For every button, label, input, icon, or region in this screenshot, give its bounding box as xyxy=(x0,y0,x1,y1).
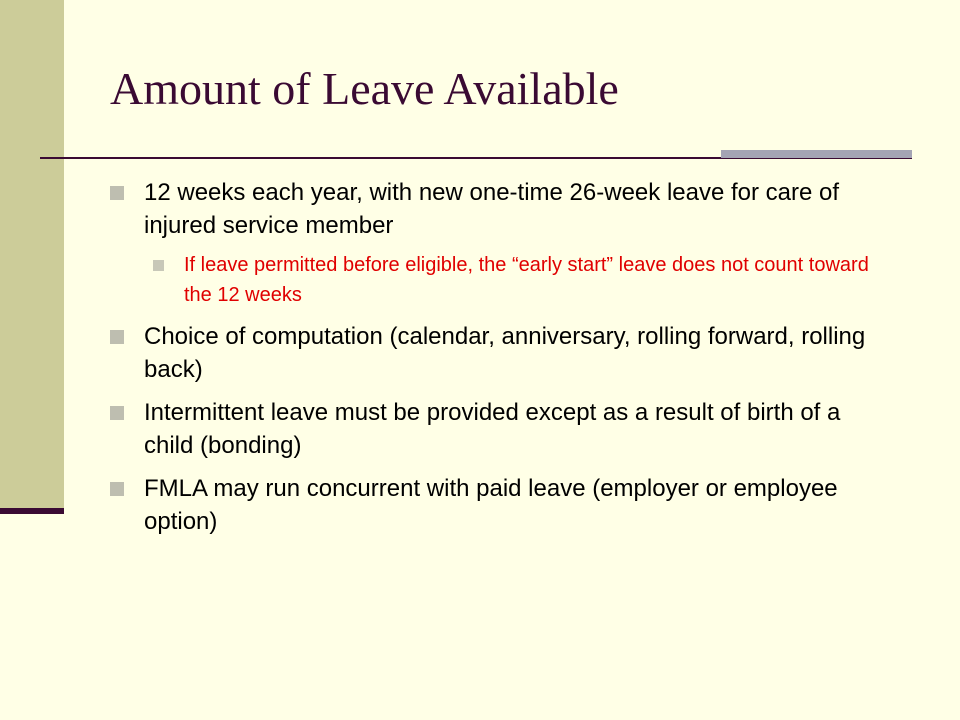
sub-bullet-item xyxy=(153,250,890,310)
bullet-text: FMLA may run concurrent with paid leave (employer or employee option) xyxy=(144,475,838,535)
title-accent-bar xyxy=(721,150,912,158)
square-bullet-icon xyxy=(153,260,164,271)
sub-bullet-text: If leave permitted before eligible, the “early start” leave does not count toward the 12 weeks xyxy=(184,254,869,306)
left-bar-divider xyxy=(0,508,64,514)
square-bullet-icon xyxy=(110,406,124,420)
bullet-item xyxy=(110,396,890,462)
bullet-text: Choice of computation (calendar, anniversary, rolling forward, rolling back) xyxy=(144,323,866,383)
square-bullet-icon xyxy=(110,330,124,344)
bullet-list xyxy=(110,176,890,548)
bullet-item xyxy=(110,472,890,538)
bullet-text: 12 weeks each year, with new one-time 26-week leave for care of injured service member xyxy=(144,179,840,239)
square-bullet-icon xyxy=(110,186,124,200)
bullet-item xyxy=(110,176,890,242)
bullet-text: Intermittent leave must be provided except as a result of birth of a child (bonding) xyxy=(144,399,841,459)
slide-title: Amount of Leave Available xyxy=(110,63,619,114)
left-decorative-bar xyxy=(0,0,64,512)
bullet-item xyxy=(110,320,890,386)
square-bullet-icon xyxy=(110,482,124,496)
